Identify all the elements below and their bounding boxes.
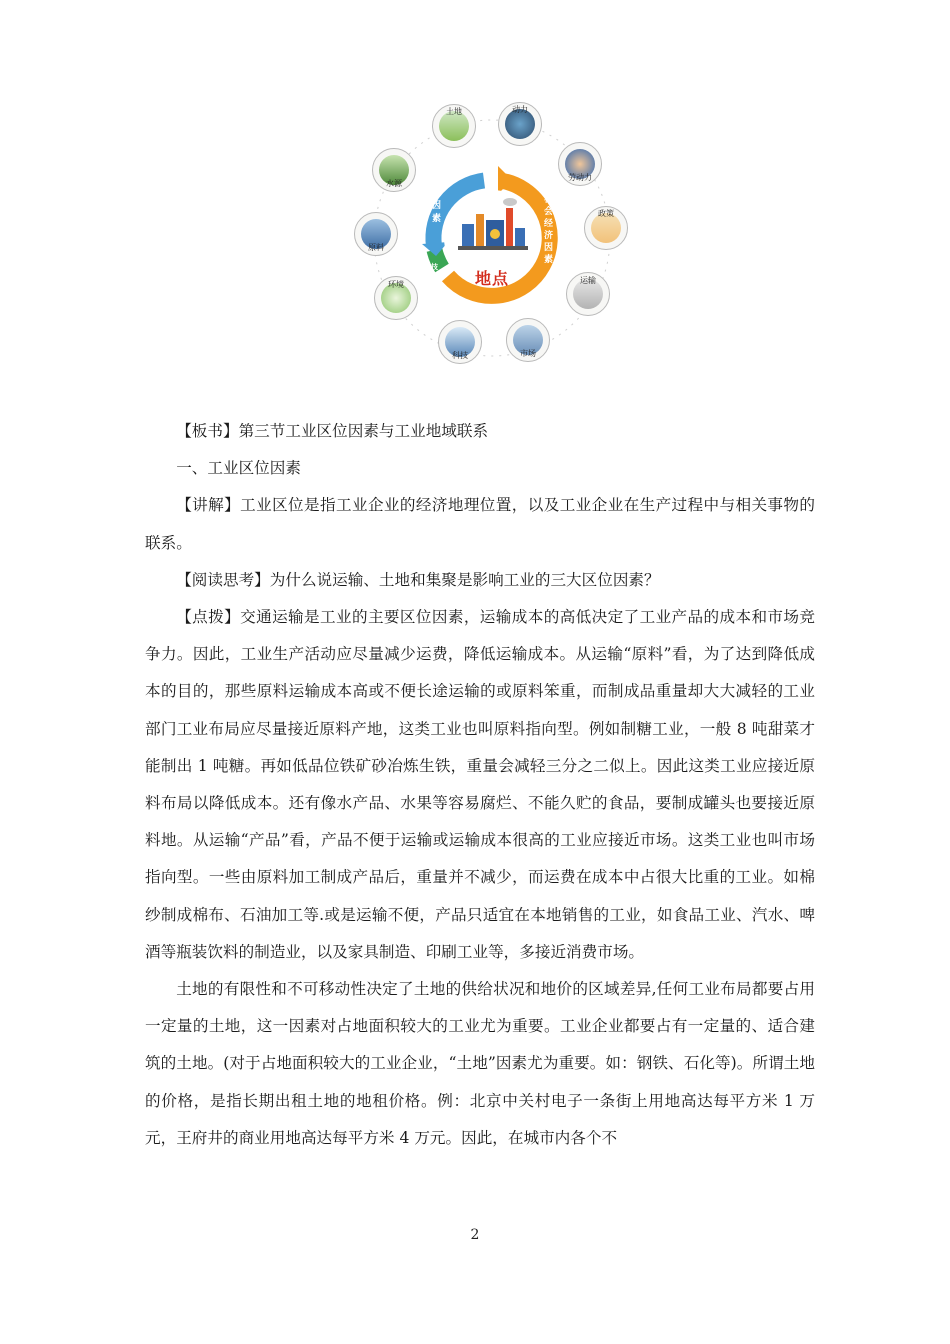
market-label: 市场 xyxy=(520,349,536,358)
lecture-text: 工业区位是指工业企业的经济地理位置，以及工业企业在生产过程中与相关事物的联系。 xyxy=(145,496,815,552)
board-title: 第三节工业区位因素与工业地域联系 xyxy=(238,422,489,440)
industrial-location-factors-diagram xyxy=(350,96,634,376)
environment-node xyxy=(374,276,418,320)
raw-material-node xyxy=(354,212,398,256)
blue-arrow-head xyxy=(422,242,448,256)
board-paragraph xyxy=(145,413,815,450)
labor-node xyxy=(558,142,602,186)
land-paragraph: 土地的有限性和不可移动性决定了土地的供给状况和地价的区域差异,任何工业布局都要占用一定量的土地，这一因素对占地面积较大的工业尤为重要。工业企业都要占有一定量的、适合建筑的土地。(对于占地面积较大的工业企业，“土地”因素尤为重要。如：钢铁、石化等)。所谓土地的价格，是指长期出租土地的地租价格。例：北京中关村电子一条街上用地高达每平方米 1 万元，王府井的商业用地高达每平方米 4 万元。因此，在城市内各个不 xyxy=(145,980,815,1147)
environment-label: 环境 xyxy=(388,280,404,289)
hint-paragraph xyxy=(145,599,815,971)
water-node xyxy=(372,148,416,192)
lecture-paragraph xyxy=(145,487,815,561)
labor-label: 劳动力 xyxy=(568,173,592,182)
socioeconomic-factors-label: 社会经济因素 xyxy=(544,195,554,265)
power-label: 动力 xyxy=(512,105,528,114)
raw-material-label: 原料 xyxy=(368,243,384,252)
tech-label: 科技 xyxy=(452,351,468,360)
lecture-label: 【讲解】 xyxy=(176,496,241,515)
market-node xyxy=(506,318,550,362)
tech-factors-label: 科技因素 xyxy=(424,263,438,281)
policy-label: 政策 xyxy=(598,209,614,218)
water-label: 水源 xyxy=(386,179,402,188)
hint-label: 【点拨】 xyxy=(176,608,241,627)
land-node xyxy=(432,104,476,148)
transport-node xyxy=(566,272,610,316)
section-heading: 一、工业区位因素 xyxy=(176,459,301,478)
page-number: 2 xyxy=(470,1227,480,1243)
location-hub-label: 地点 xyxy=(474,269,509,288)
body-text xyxy=(145,413,815,1157)
transport-label: 运输 xyxy=(580,276,596,285)
reading-label: 【阅读思考】 xyxy=(176,570,270,589)
reading-text: 为什么说运输、土地和集聚是影响工业的三大区位因素？ xyxy=(269,570,660,589)
tech-node xyxy=(438,320,482,364)
power-node xyxy=(498,102,542,146)
natural-factors-label: 自然因素 xyxy=(432,175,442,224)
hint-text: 交通运输是工业的主要区位因素，运输成本的高低决定了工业产品的成本和市场竞争力。因此，工业生产活动应尽量减少运费，降低运输成本。从运输“原料”看，为了达到降低成本的目的，那些原料运输成本高或不便长途运输的或原料笨重，而制成品重量却大大减轻的工业部门工业布局应尽量接近原料产地，这类工业也叫原料指向型。例如制糖工业，一般 8 吨甜菜才能制出 1 吨糖。再如低品位铁矿砂冶炼生铁，重量会减轻三分之二似上。因此这类工业应接近原料布局以降低成本。还有像水产品、水果等容易腐烂、不能久贮的食品，要制成罐头也要接近原料地。从运输“产品”看，产品不便于运输或运输成本很高的工业应接近市场。这类工业也叫市场指向型。一些由原料加工制成产品后，重量并不减少，而运费在成本中占很大比重的工业。如棉纱制成棉布、石油加工等.或是运输不便，产品只适宜在本地销售的工业，如食品工业、汽水、啤酒等瓶装饮料的制造业，以及家具制造、印刷工业等，多接近消费市场。 xyxy=(145,608,815,961)
policy-node xyxy=(584,206,628,250)
land-label: 土地 xyxy=(446,107,462,116)
board-label: 【板书】 xyxy=(176,422,239,440)
reading-paragraph xyxy=(145,562,815,599)
